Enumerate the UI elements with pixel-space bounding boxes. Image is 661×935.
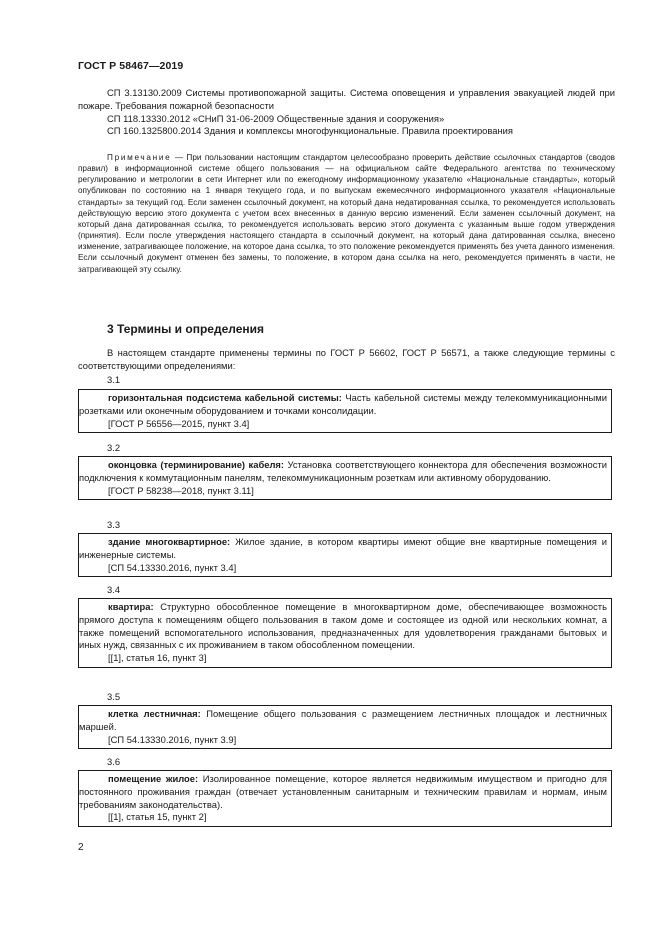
term-name: горизонтальная подсистема кабельной системы: <box>108 392 342 403</box>
term-definition-text: Структурно обособленное помещение в многоквартирном доме, обеспечивающее возможность прямого доступа к помещениям общего пользования в таком доме и состоящее из одной или нескольких комнат, а также помещений вспомогательного использования, предназначенных для удовлетворения гражданами бытовых и иных нужд, связанных с их проживанием в таком обособленном помещении. <box>79 601 607 651</box>
reference-item: СП 118.13330.2012 «СНиП 31-06-2009 Общественные здания и сооружения» <box>107 112 445 124</box>
section-title: 3 Термины и определения <box>107 322 265 336</box>
term-definition <box>79 773 607 811</box>
term-definition-text: Часть кабельной системы между телекоммуникационными розетками или оконечным оборудованием и точками консолидации. <box>79 392 607 416</box>
term-name: помещение жилое: <box>108 773 199 784</box>
page-number: 2 <box>78 842 84 853</box>
term-box <box>78 456 612 500</box>
term-name: квартира: <box>108 601 154 612</box>
term-box <box>78 598 612 668</box>
term-number: 3.2 <box>107 442 121 453</box>
reference-item: СП 160.1325800.2014 Здания и комплексы многофункциональные. Правила проектирования <box>107 125 513 137</box>
references-list <box>78 87 615 138</box>
term-definition-text: Жилое здание, в котором квартиры имеют общие вне квартирные помещения и инженерные системы. <box>79 536 607 560</box>
term-definition <box>79 601 607 652</box>
term-source: [СП 54.13330.2016, пункт 3.4] <box>108 561 237 573</box>
term-name: оконцовка (терминирование) кабеля: <box>108 459 285 470</box>
term-definition <box>79 708 607 734</box>
term-source: [ГОСТ Р 56556—2015, пункт 3.4] <box>108 417 250 429</box>
term-number: 3.5 <box>107 691 121 702</box>
term-definition-text: Помещение общего пользования с размещением лестничных площадок и лестничных маршей. <box>79 708 607 732</box>
term-source: [[1], статья 15, пункт 2] <box>108 811 207 823</box>
term-number: 3.4 <box>107 584 121 595</box>
note-text: — При пользовании настоящим стандартом целесообразно проверить действие ссылочных стандартов (сводов правил) в информационной системе общего пользования — на официальном сайте Федерального агентства по техническому регулированию и метрологии в сети Интернет или по ежегодному информационному указателю «Национальные стандарты», который опубликован по состоянию на 1 января текущего года, и по выпускам ежемесячного информационного указателя «Национальные стандарты» за текущий год. Если заменен ссылочный документ, на который дана недатированная ссылка, то рекомендуется использовать действующую версию этого документа с учетом всех внесенных в данную версию изменений. Если заменен ссылочный документ, на который дана датированная ссылка, то рекомендуется использовать версию этого документа с указанным выше годом утверждения (принятия). Если после утверждения настоящего стандарта в ссылочный документ, на который дана датированная ссылка, внесено изменение, затрагивающее положение, на которое дана ссылка, то это положение рекомендуется применять без учета данного изменения. Если ссылочный документ отменен без замены, то положение, в котором дана ссылка на него, рекомендуется применять в части, не затрагивающей эту ссылку. <box>78 153 615 274</box>
term-name: клетка лестничная: <box>108 708 201 719</box>
term-definition-text: Изолированное помещение, которое является недвижимым имуществом и пригодно для постоянного проживания граждан (отвечает установленным санитарным и техническим правилам и нормам, иным требованиям законодательства). <box>79 773 607 810</box>
term-number: 3.3 <box>107 519 121 530</box>
reference-item: СП 3.13130.2009 Системы противопожарной защиты. Система оповещения и управления эвакуацией людей при пожаре. Требования пожарной безопасности <box>78 87 615 111</box>
term-definition <box>79 536 607 562</box>
term-definition-text: Установка соответствующего коннектора для обеспечения возможности подключения к коммутационным панелям, телекоммуникационным розеткам или активному оборудованию. <box>79 459 607 483</box>
term-name: здание многоквартирное: <box>108 536 231 547</box>
term-box <box>78 533 612 577</box>
note-paragraph <box>78 152 615 275</box>
term-definition <box>79 459 607 485</box>
term-box <box>78 770 612 827</box>
document-header-standard-id: ГОСТ Р 58467—2019 <box>78 60 184 72</box>
term-number: 3.6 <box>107 756 121 767</box>
note-label: Примечание <box>107 153 172 162</box>
section-intro: В настоящем стандарте применены термины по ГОСТ Р 56602, ГОСТ Р 56571, а также следующие термины с соответствующими определениями: <box>78 347 615 371</box>
term-source: [[1], статья 16, пункт 3] <box>108 652 207 664</box>
term-source: [СП 54.13330.2016, пункт 3.9] <box>108 733 237 745</box>
term-source: [ГОСТ Р 58238—2018, пункт 3.11] <box>108 484 254 496</box>
term-definition <box>79 392 607 418</box>
term-number: 3.1 <box>107 374 121 385</box>
term-box <box>78 389 612 433</box>
term-box <box>78 705 612 749</box>
